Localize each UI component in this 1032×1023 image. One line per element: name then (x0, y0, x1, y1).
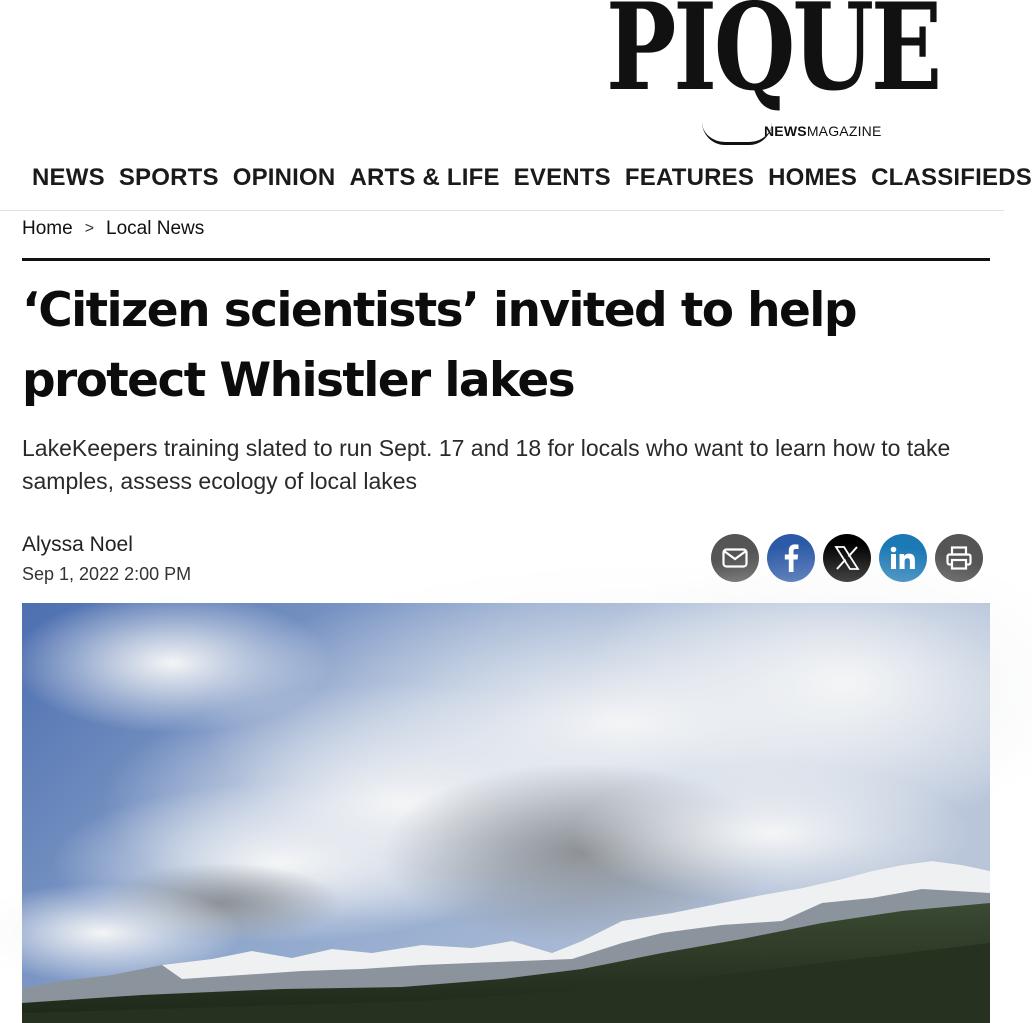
masthead (0, 0, 1004, 150)
breadcrumb (22, 217, 204, 241)
pique-logo[interactable] (606, 0, 940, 142)
article-headline: ‘Citizen scientists’ invited to help protect Whistler lakes (22, 283, 856, 408)
article-subhead: LakeKeepers training slated to run Sept. 17 and 18 for locals who want to learn how to take samples, assess ecology of local lakes (22, 435, 951, 494)
nav-item-features[interactable]: FEATURES (624, 164, 755, 191)
headline-rule (22, 258, 990, 261)
logo-wordmark: PIQUE (606, 0, 940, 118)
hero-photo-illustration (22, 603, 990, 1023)
nav-item-arts-life[interactable]: ARTS & LIFE (349, 164, 500, 191)
nav-item-news[interactable]: NEWS (32, 164, 105, 191)
nav-item-events[interactable]: EVENTS (513, 164, 611, 191)
breadcrumb-home[interactable]: Home (22, 218, 73, 239)
nav-item-classifieds[interactable]: CLASSIFIEDS (871, 164, 1032, 191)
logo-sub-bold: NEWS (764, 123, 807, 139)
byline (22, 530, 191, 588)
author-name[interactable]: Alyssa Noel (22, 533, 133, 556)
logo-sub-regular: MAGAZINE (806, 123, 882, 139)
publish-date: Sep 1, 2022 2:00 PM (22, 564, 192, 584)
logo-subtitle (764, 123, 882, 139)
nav-item-sports[interactable]: SPORTS (118, 164, 219, 191)
main-nav (0, 160, 1032, 211)
nav-item-opinion[interactable]: OPINION (232, 164, 336, 191)
nav-item-homes[interactable]: HOMES (768, 164, 858, 191)
breadcrumb-local-news[interactable]: Local News (106, 218, 205, 239)
nav-list (32, 164, 1032, 192)
breadcrumb-separator: > (84, 220, 95, 237)
hero-image[interactable] (22, 603, 990, 1023)
logo-swash (702, 122, 772, 145)
